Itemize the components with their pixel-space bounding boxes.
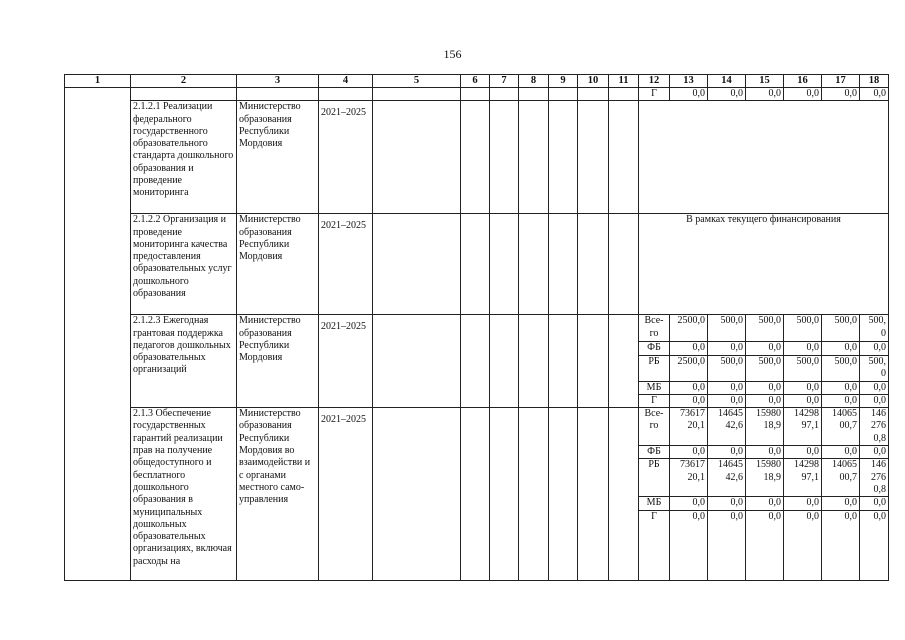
column-header: 7 xyxy=(490,75,519,88)
value-cell: 146 276 0,8 xyxy=(860,408,889,446)
source-cell: Все- го xyxy=(639,315,670,342)
value-cell: 0,0 xyxy=(708,394,746,407)
value-cell: 0,0 xyxy=(822,446,860,459)
column-header: 11 xyxy=(609,75,639,88)
period-cell: 2021–2025 xyxy=(319,408,373,581)
source-cell: Г xyxy=(639,394,670,407)
value-cell: 73617 20,1 xyxy=(670,408,708,446)
value-cell: 0,0 xyxy=(784,446,822,459)
value-cell: 0,0 xyxy=(860,394,889,407)
value-cell: 500,0 xyxy=(746,355,784,381)
column-header: 5 xyxy=(373,75,461,88)
value-cell: 0,0 xyxy=(860,497,889,510)
value-cell: 500, 0 xyxy=(860,315,889,342)
measure-name: 2.1.2.3 Ежегодная грантовая поддержка педагогов дошкольных образовательных организаций xyxy=(131,315,237,408)
value-cell: 14298 97,1 xyxy=(784,408,822,446)
column-header: 2 xyxy=(131,75,237,88)
value-cell: 14298 97,1 xyxy=(784,459,822,497)
column-header: 3 xyxy=(237,75,319,88)
source-cell: РБ xyxy=(639,459,670,497)
value-cell: 73617 20,1 xyxy=(670,459,708,497)
value-cell: 0,0 xyxy=(708,342,746,355)
value-cell: 0,0 xyxy=(746,497,784,510)
value-cell: 0,0 xyxy=(670,497,708,510)
measure-name: 2.1.2.2 Организация и проведение мониторинга качества предоставления образовательных услуг дошкольного образования xyxy=(131,214,237,315)
value-cell: 0,0 xyxy=(822,510,860,580)
program-table xyxy=(64,74,889,581)
value-cell: 0,0 xyxy=(746,381,784,394)
value-cell: 0,0 xyxy=(860,446,889,459)
source-cell: Г xyxy=(639,88,670,101)
value-cell: 0,0 xyxy=(670,381,708,394)
value-cell: 0,0 xyxy=(860,510,889,580)
column-header: 9 xyxy=(549,75,578,88)
source-cell: МБ xyxy=(639,381,670,394)
column-header: 13 xyxy=(670,75,708,88)
value-cell: 500,0 xyxy=(708,355,746,381)
column-header: 4 xyxy=(319,75,373,88)
value-cell: 0,0 xyxy=(822,342,860,355)
value-cell: 0,0 xyxy=(822,88,860,101)
value-cell: 500, 0 xyxy=(860,355,889,381)
value-cell: 2500,0 xyxy=(670,315,708,342)
value-cell: 0,0 xyxy=(708,446,746,459)
value-cell: 0,0 xyxy=(784,510,822,580)
column-header: 10 xyxy=(578,75,609,88)
value-cell: 0,0 xyxy=(784,342,822,355)
value-cell: 0,0 xyxy=(784,394,822,407)
value-cell: 500,0 xyxy=(822,315,860,342)
source-cell: МБ xyxy=(639,497,670,510)
measure-name: 2.1.3 Обеспечение государственных гарантий реализации прав на получение общедоступного и бесплатного дошкольного образования в муниципальных дошкольных образовательных организациях, включая расходы на xyxy=(131,408,237,581)
column-header: 15 xyxy=(746,75,784,88)
value-cell: 0,0 xyxy=(746,342,784,355)
executor-cell: Министерство образования Республики Мордовия во взаимодействи и с органами местного само-управления xyxy=(237,408,319,581)
source-cell: Г xyxy=(639,510,670,580)
column-header: 6 xyxy=(461,75,490,88)
table-row xyxy=(65,408,889,446)
value-cell: 0,0 xyxy=(784,381,822,394)
column-header: 16 xyxy=(784,75,822,88)
executor-cell: Министерство образования Республики Мордовия xyxy=(237,315,319,408)
value-cell: 14065 00,7 xyxy=(822,459,860,497)
value-cell: 14645 42,6 xyxy=(708,408,746,446)
value-cell: 0,0 xyxy=(708,497,746,510)
value-cell: 0,0 xyxy=(860,342,889,355)
value-cell: 146 276 0,8 xyxy=(860,459,889,497)
column-header: 8 xyxy=(519,75,549,88)
value-cell: 0,0 xyxy=(860,88,889,101)
value-cell: 0,0 xyxy=(708,510,746,580)
value-cell: 0,0 xyxy=(860,381,889,394)
value-cell: 0,0 xyxy=(822,497,860,510)
value-cell: 0,0 xyxy=(746,446,784,459)
executor-cell: Министерство образования Республики Мордовия xyxy=(237,214,319,315)
value-cell: 0,0 xyxy=(670,88,708,101)
table-row xyxy=(65,315,889,342)
value-cell: 0,0 xyxy=(670,394,708,407)
value-cell: 500,0 xyxy=(784,315,822,342)
value-cell: 14065 00,7 xyxy=(822,408,860,446)
value-cell: 0,0 xyxy=(670,446,708,459)
table-row xyxy=(65,214,889,315)
value-cell: 500,0 xyxy=(708,315,746,342)
source-cell: РБ xyxy=(639,355,670,381)
value-cell: 0,0 xyxy=(822,381,860,394)
value-cell: 0,0 xyxy=(822,394,860,407)
value-cell: 0,0 xyxy=(746,510,784,580)
period-cell: 2021–2025 xyxy=(319,214,373,315)
value-cell: 0,0 xyxy=(708,88,746,101)
value-cell: 0,0 xyxy=(670,342,708,355)
source-cell: ФБ xyxy=(639,446,670,459)
column-header: 14 xyxy=(708,75,746,88)
column-header: 12 xyxy=(639,75,670,88)
value-cell: 0,0 xyxy=(708,381,746,394)
header-row xyxy=(65,75,889,88)
table-row xyxy=(65,101,889,214)
value-cell: 15980 18,9 xyxy=(746,408,784,446)
page-number: 156 xyxy=(443,47,462,61)
source-cell: ФБ xyxy=(639,342,670,355)
value-cell: 0,0 xyxy=(746,394,784,407)
executor-cell: Министерство образования Республики Мордовия xyxy=(237,101,319,214)
value-cell: 2500,0 xyxy=(670,355,708,381)
value-cell: 15980 18,9 xyxy=(746,459,784,497)
value-cell: 500,0 xyxy=(746,315,784,342)
value-cell: 14645 42,6 xyxy=(708,459,746,497)
value-cell: 500,0 xyxy=(784,355,822,381)
source-cell: Все- го xyxy=(639,408,670,446)
funding-note: В рамках текущего финансирования xyxy=(639,214,889,315)
value-cell: 0,0 xyxy=(784,497,822,510)
table-row xyxy=(65,88,889,101)
measure-name: 2.1.2.1 Реализации федерального государственного образовательного стандарта дошкольного образования и проведение мониторинга xyxy=(131,101,237,214)
column-header: 1 xyxy=(65,75,131,88)
empty-cell xyxy=(65,88,131,581)
value-cell: 0,0 xyxy=(746,88,784,101)
value-cell: 500,0 xyxy=(822,355,860,381)
period-cell: 2021–2025 xyxy=(319,315,373,408)
value-cell: 0,0 xyxy=(784,88,822,101)
column-header: 17 xyxy=(822,75,860,88)
value-cell: 0,0 xyxy=(670,510,708,580)
column-header: 18 xyxy=(860,75,889,88)
period-cell: 2021–2025 xyxy=(319,101,373,214)
